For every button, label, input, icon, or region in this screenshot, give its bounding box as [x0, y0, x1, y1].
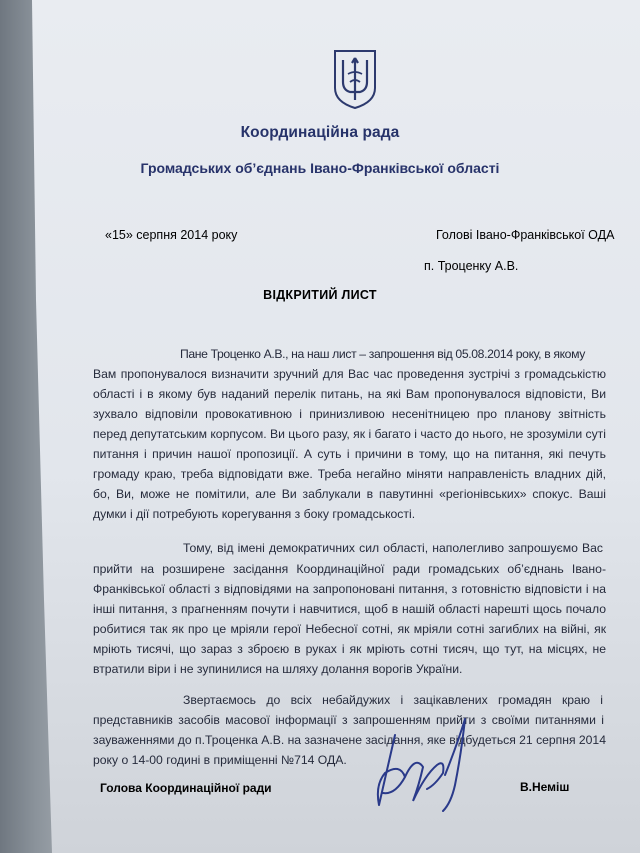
letter-line: громаду краю, треба відповідати вже. Треба негайно міняти направленість владних дій, [93, 467, 607, 481]
letter-line: року о 14-00 годині в приміщенні №714 ОДА. [93, 753, 347, 767]
tryzub-icon [332, 48, 378, 110]
letter-line: зауваженнями до п.Троценка А.В. на зазначене засідання, яке відбудеться 21 серпня 2014 [93, 733, 606, 747]
org-title: Координаційна рада [240, 124, 400, 141]
signatory-name: В.Неміш [520, 780, 570, 794]
letter-line: прийти на розширене засідання Координаційної ради громадських об’єднань Івано- [93, 562, 607, 576]
letter-line: зухвало відповіли провокативною і принизливою несенітницею про плановy звітність [93, 407, 606, 421]
recipient-line-1: Голові Івано-Франківської ОДА [436, 228, 615, 242]
letter-heading: ВІДКРИТИЙ ЛИСТ [263, 288, 377, 302]
letter-line: Звертаємось до всіх небайдужих і зацікавлених громадян краю і [183, 693, 604, 707]
letter-line: Франківської області з відповідями на запропоновані питання, з готовністю відповісти і на [93, 582, 607, 596]
letter-line: питання і причин нашої пропозиції. А суть і причини в тому, що на питання, які печуть [93, 447, 606, 461]
handwritten-signature [365, 715, 475, 820]
letter-line: області і в якому був наданий перелік питань, на які Вам пропонувалося відповісти, Ви [93, 387, 607, 401]
signatory-position: Голова Координаційної ради [100, 781, 272, 795]
letter-line: втратили віри і не зупинилися на шляху долання ворогів України. [93, 662, 463, 676]
letter-line: думки і дії потребують корегування з боку громадськості. [93, 507, 416, 521]
recipient-line-2: п. Троценку А.В. [424, 259, 519, 273]
letter-line: перед депутатським корпусом. Ви цього разу, як і багато і часто до нього, не зрозуміли суті [93, 427, 606, 441]
letter-line: робитися так як про це мріяли герої Небесної сотні, як мріяли сотні загиблих на війні, як [93, 622, 607, 636]
org-subtitle: Громадських об’єднань Івано-Франківської області [140, 160, 500, 176]
letter-line: інші питання, з прагненням почути і навчитися, щоб в нашій області нарешті щось почало [93, 602, 606, 616]
letter-line: Тому, від імені демократичних сил області, наполегливо запрошуємо Вас [183, 541, 603, 555]
letter-line: мріють тисячі, що зараз з зброєю в руках і як мріють сотні тисяч, що тут, на місцях, не [93, 642, 607, 656]
letter-date: «15» серпня 2014 року [105, 228, 238, 242]
letter-line: Вам пропонувалося визначити зручний для Вас час проведення зустрічі з громадськістю [93, 367, 606, 381]
letter-line: бо, Ви, може не помітили, але Ви заблукали в павутинні «регіонівських» спокус. Ваші [93, 487, 607, 501]
letter-line: представників засобів масової інформації з запрошенням прийти з своїми питаннями і [93, 713, 605, 727]
letter-line: Пане Троценко А.В., на наш лист – запрошення від 05.08.2014 року, в якому [180, 347, 585, 361]
